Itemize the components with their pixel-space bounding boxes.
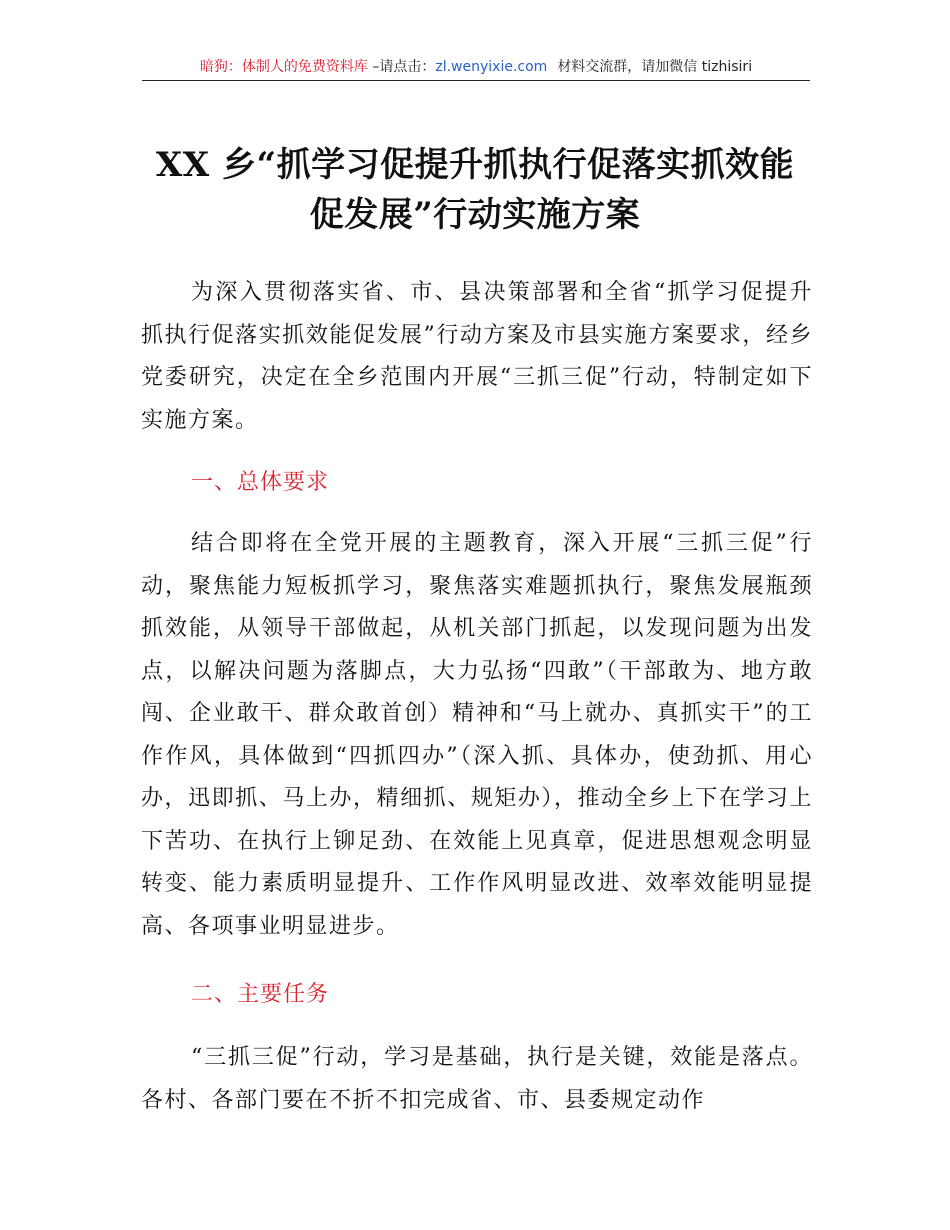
section-heading-general-requirements: 一、总体要求 (191, 470, 330, 495)
document-title: XX 乡“抓学习促提升抓执行促落实抓效能促发展”行动实施方案 (155, 145, 795, 235)
header-contact-text: 材料交流群，请加微信 tizhisiri (557, 59, 753, 75)
section-paragraph-general-requirements: 结合即将在全党开展的主题教育，深入开展“三抓三促”行动，聚焦能力短板抓学习，聚焦落实难题抓执行，聚焦发展瓶颈抓效能，从领导干部做起，从机关部门抓起，以发现问题为出发点，以解决问题为落脚点，大力弘扬“四敢”（干部敢为、地方敢闯、企业敢干、群众敢首创）精神和“马上就办、真抓实干”的工作作风，具体做到“四抓四办”（深入抓、具体办，使劲抓、用心办，迅即抓、马上办，精细抓、规矩办），推动全乡上下在学习上下苦功、在执行上铆足劲、在效能上见真章，促进思想观念明显转变、能力素质明显提升、工作作风明显改进、效率效能明显提高、各项事业明显进步。 (141, 531, 813, 939)
page-header (142, 56, 810, 81)
section-paragraph-main-tasks: “三抓三促”行动，学习是基础，执行是关键，效能是落点。各村、各部门要在不折不扣完成省、市、县委规定动作 (141, 1045, 813, 1113)
section-heading-main-tasks: 二、主要任务 (191, 982, 330, 1007)
header-separator: –请点击： (367, 59, 436, 75)
intro-paragraph: 为深入贯彻落实省、市、县决策部署和全省“抓学习促提升抓执行促落实抓效能促发展”行动方案及市县实施方案要求，经乡党委研究，决定在全乡范围内开展“三抓三促”行动，特制定如下实施方案。 (141, 280, 813, 433)
header-promo-text: 暗狗：体制人的免费资料库 (199, 59, 368, 75)
header-url-link[interactable]: zl.wenyixie.com (435, 59, 548, 75)
